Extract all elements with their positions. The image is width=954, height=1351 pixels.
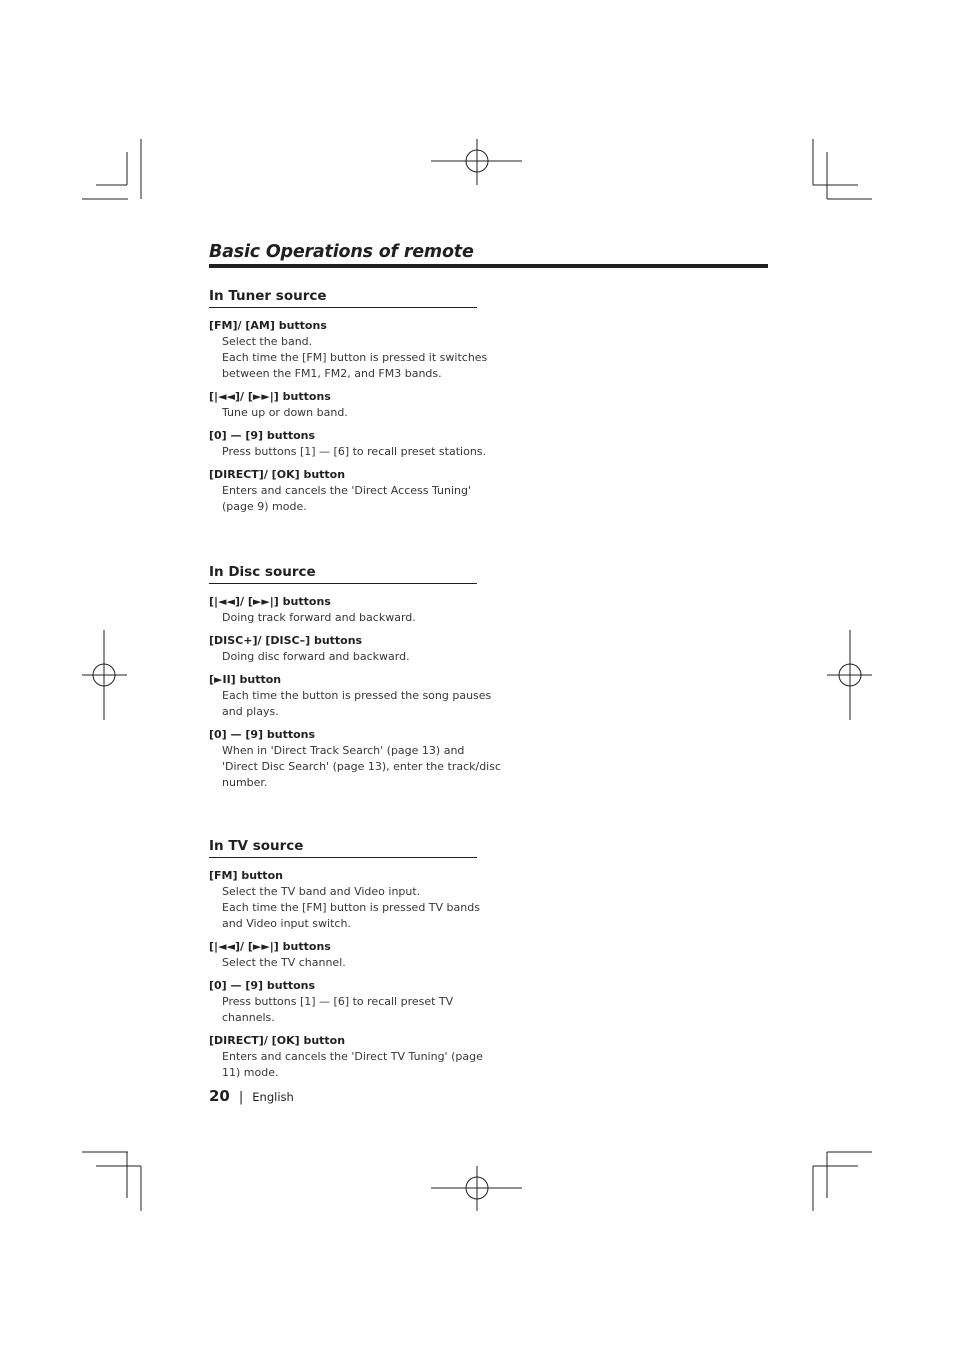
description-line: Doing disc forward and backward. [222, 650, 410, 663]
section-heading: In Disc source [209, 564, 477, 584]
disc-section [209, 564, 502, 798]
description-line: and plays. [222, 705, 279, 718]
page-title: Basic Operations of remote [209, 242, 474, 262]
list-item [209, 1033, 483, 1081]
description-line: Enters and cancels the 'Direct TV Tuning' (page [222, 1050, 483, 1063]
list-item [209, 389, 477, 421]
list-item [209, 428, 487, 460]
tv-section [209, 838, 483, 1088]
description-line: Tune up or down band. [222, 406, 348, 419]
list-item [209, 318, 488, 382]
list-item [209, 672, 492, 720]
description-line: Doing track forward and backward. [222, 611, 416, 624]
button-label: [0] — [9] buttons [209, 728, 316, 741]
section-heading: In TV source [209, 838, 477, 858]
button-label: [0] — [9] buttons [209, 429, 316, 442]
button-label: [|◄◄]/ [►►|] buttons [209, 940, 331, 953]
page-number: 20 [209, 1087, 230, 1105]
button-label: [DISC+]/ [DISC–] buttons [209, 634, 363, 647]
button-label: [►II] button [209, 673, 282, 686]
button-label: [|◄◄]/ [►►|] buttons [209, 595, 331, 608]
list-item [209, 467, 477, 515]
description-line: and Video input switch. [222, 917, 351, 930]
button-label: [0] — [9] buttons [209, 979, 316, 992]
description-line: Press buttons [1] — [6] to recall preset stations. [222, 445, 487, 458]
tuner-section [209, 288, 488, 522]
button-label: [DIRECT]/ [OK] button [209, 468, 346, 481]
description-line: channels. [222, 1011, 275, 1024]
description-line: between the FM1, FM2, and FM3 bands. [222, 367, 442, 380]
button-label: [|◄◄]/ [►►|] buttons [209, 390, 331, 403]
description-line: When in 'Direct Track Search' (page 13) and [222, 744, 465, 757]
button-label: [FM]/ [AM] buttons [209, 319, 327, 332]
footer-language: English [252, 1090, 294, 1104]
description-line: Each time the button is pressed the song pauses [222, 689, 492, 702]
title-rule [209, 264, 768, 268]
description-line: Each time the [FM] button is pressed it switches [222, 351, 488, 364]
list-item [209, 727, 502, 791]
list-item [209, 978, 477, 1026]
description-line: 'Direct Disc Search' (page 13), enter the track/disc [222, 760, 502, 773]
description-line: Each time the [FM] button is pressed TV bands [222, 901, 480, 914]
footer-separator: | [238, 1090, 244, 1105]
description-line: Select the band. [222, 335, 313, 348]
description-line: number. [222, 776, 268, 789]
list-item [209, 594, 477, 626]
page-footer [209, 1087, 294, 1109]
button-label: [DIRECT]/ [OK] button [209, 1034, 346, 1047]
description-line: 11) mode. [222, 1066, 279, 1079]
list-item [209, 939, 477, 971]
list-item [209, 868, 480, 932]
list-item [209, 633, 477, 665]
description-line: (page 9) mode. [222, 500, 307, 513]
button-label: [FM] button [209, 869, 283, 882]
description-line: Enters and cancels the 'Direct Access Tuning' [222, 484, 471, 497]
description-line: Press buttons [1] — [6] to recall preset TV [222, 995, 454, 1008]
section-heading: In Tuner source [209, 288, 477, 308]
description-line: Select the TV channel. [222, 956, 346, 969]
description-line: Select the TV band and Video input. [222, 885, 421, 898]
